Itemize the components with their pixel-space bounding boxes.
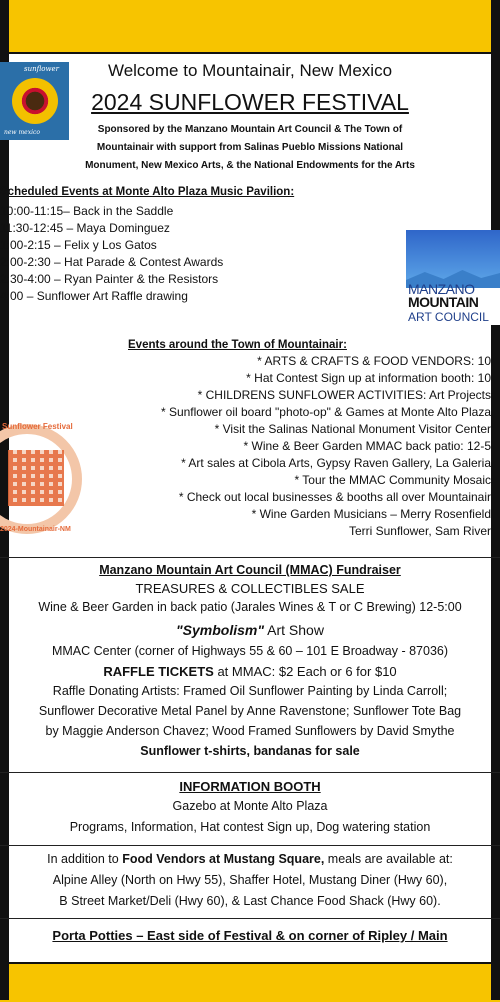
raffle-label: RAFFLE TICKETS [103,664,214,679]
raffle-artists-line: Raffle Donating Artists: Framed Oil Sunflower Painting by Linda Carroll; [52,684,448,698]
art-show-line [0,623,500,637]
town-event: * Wine & Beer Garden MMAC back patio: 12-5 [243,439,491,453]
fundraiser-wine: Wine & Beer Garden in back patio (Jarales Wines & T or C Brewing) 12-5:00 [38,600,462,614]
town-event: Terri Sunflower, Sam River [348,524,491,538]
town-heading: Events around the Town of Mountainair: [128,339,347,351]
tshirts-note: Sunflower t-shirts, bandanas for sale [140,744,360,758]
mmac-logo [406,230,500,325]
divider [0,772,500,773]
pavilion-event: 1:00-2:15 – Felix y Los Gatos [0,238,157,252]
info-booth-heading: INFORMATION BOOTH [179,779,321,794]
qr-bottom-text: 2024-Mountainair-NM [0,526,71,533]
mmac-center-address: MMAC Center (corner of Highways 55 & 60 – 101 E Broadway - 87036) [51,644,449,658]
pavilion-event: 10:00-11:15– Back in the Saddle [0,204,174,218]
qr-code-icon[interactable] [8,450,64,506]
town-event: * Wine Garden Musicians – Merry Rosenfield [251,507,491,521]
town-event: * Hat Contest Sign up at information booth: 10 [246,371,491,385]
pavilion-heading: Scheduled Events at Monte Alto Plaza Music Pavilion: [0,186,295,198]
food-lead-tail: meals are available at: [324,852,453,866]
art-show-title: "Symbolism" [176,622,265,638]
page-title: 2024 SUNFLOWER FESTIVAL [91,89,409,115]
info-booth-services: Programs, Information, Hat contest Sign up, Dog watering station [69,820,431,834]
divider [0,845,500,846]
festival-logo-bottom-text: new mexico [4,129,40,136]
mmac-logo-line-1: MANZANO [408,281,475,297]
welcome-heading: Welcome to Mountainair, New Mexico [107,61,393,80]
festival-logo-top-text: sunflower [24,65,59,73]
pavilion-event: 11:30-12:45 – Maya Dominguez [0,221,170,235]
raffle-artists-line: Sunflower Decorative Metal Panel by Anne Ravenstone; Sunflower Tote Bag [38,704,462,718]
pavilion-event: 4:00 – Sunflower Art Raffle drawing [0,289,188,303]
town-event: * Visit the Salinas National Monument Visitor Center [214,422,491,436]
art-show-suffix: Art Show [264,622,324,638]
town-event: * Sunflower oil board "photo-op" & Games at Monte Alto Plaza [160,405,491,419]
qr-code-badge[interactable] [0,418,80,568]
divider [0,557,500,558]
town-event: * CHILDRENS SUNFLOWER ACTIVITIES: Art Projects [197,388,491,402]
sponsor-line-2: Mountainair with support from Salinas Pueblo Missions National [96,142,404,153]
town-event: * Art sales at Cibola Arts, Gypsy Raven Gallery, La Galeria [181,456,491,470]
food-lead-line [0,853,500,866]
top-yellow-band [0,0,500,54]
info-booth-location: Gazebo at Monte Alto Plaza [172,799,328,813]
sponsor-line-1: Sponsored by the Manzano Mountain Art Council & The Town of [97,124,403,135]
divider [0,918,500,919]
fundraiser-heading: Manzano Mountain Art Council (MMAC) Fundraiser [99,563,401,577]
pavilion-event: 2:30-4:00 – Ryan Painter & the Resistors [0,272,219,286]
fundraiser-sale: TREASURES & COLLECTIBLES SALE [135,581,365,596]
mmac-logo-line-2: MOUNTAIN [408,294,479,310]
qr-top-text: Sunflower Festival [2,422,73,431]
food-line-3: B Street Market/Deli (Hwy 60), & Last Chance Food Shack (Hwy 60). [59,894,441,908]
sponsor-line-3: Monument, New Mexico Arts, & the National Endowments for the Arts [85,160,415,171]
raffle-artists-line: by Maggie Anderson Chavez; Wood Framed Sunflowers by David Smythe [45,724,455,738]
food-lead: In addition to [47,852,123,866]
raffle-line [0,665,500,678]
town-event: * Check out local businesses & booths all over Mountainair [178,490,491,504]
raffle-price: at MMAC: $2 Each or 6 for $10 [213,664,397,679]
porta-potties-note: Porta Potties – East side of Festival & on corner of Ripley / Main [52,928,448,943]
town-event: * Tour the MMAC Community Mosaic [294,473,491,487]
food-line-2: Alpine Alley (North on Hwy 55), Shaffer Hotel, Mustang Diner (Hwy 60), [52,873,448,887]
bottom-yellow-band [0,962,500,1002]
mmac-logo-line-3: ART COUNCIL [408,310,489,324]
town-event: * ARTS & CRAFTS & FOOD VENDORS: 10 [257,354,491,368]
food-vendors: Food Vendors at Mustang Square, [122,852,325,866]
pavilion-event: 2:00-2:30 – Hat Parade & Contest Awards [0,255,224,269]
